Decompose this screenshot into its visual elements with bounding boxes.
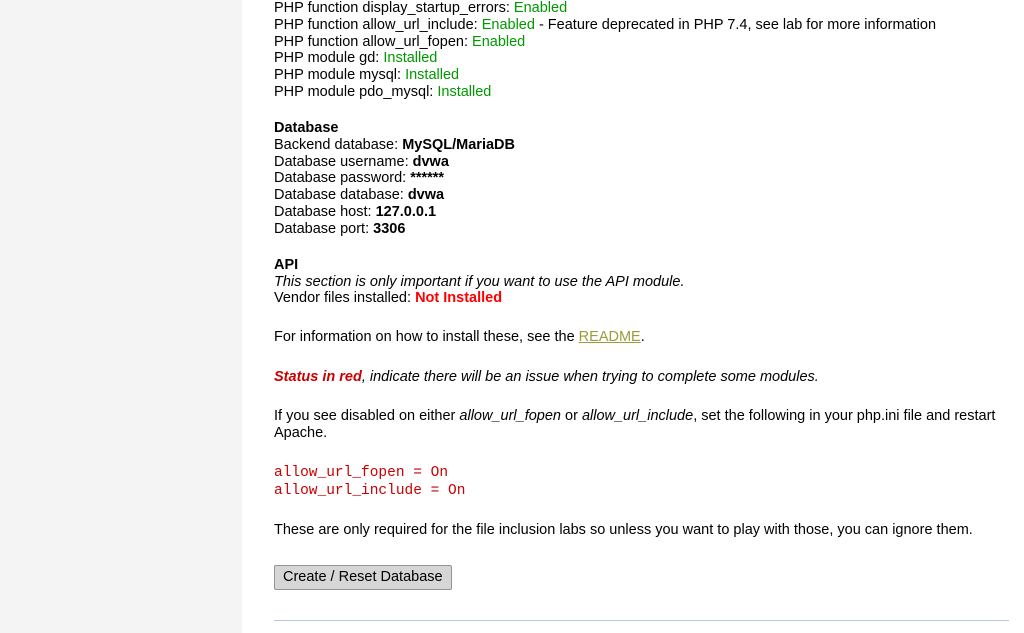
php-check-label: PHP module mysql: xyxy=(274,67,402,84)
database-value: ****** xyxy=(410,170,445,187)
create-reset-database-button[interactable]: Create / Reset Database xyxy=(274,565,452,590)
php-check-label: PHP module pdo_mysql: xyxy=(274,83,434,100)
final-note-paragraph: These are only required for the file inclusion labs so unless you want to play with those, you can ignore them. xyxy=(274,522,973,539)
readme-text-before: For information on how to install these, see the xyxy=(274,329,579,346)
list-item xyxy=(274,34,1008,51)
list-item xyxy=(274,221,1008,238)
database-value: dvwa xyxy=(412,153,449,170)
php-check-label: PHP function allow_url_fopen: xyxy=(274,33,468,50)
allow-url-include-emphasis: allow_url_include xyxy=(581,408,694,425)
list-item xyxy=(274,50,1008,67)
disabled-note-part3: , set the following in your php.ini file and restart Apache. xyxy=(274,408,996,442)
list-item xyxy=(274,154,1008,171)
database-value: dvwa xyxy=(407,187,445,204)
database-section-heading: Database xyxy=(274,119,339,136)
database-label: Database host: xyxy=(274,203,372,220)
status-red-note xyxy=(274,368,1008,386)
spacer xyxy=(274,307,1008,329)
readme-text-after: . xyxy=(640,329,645,346)
disabled-note-paragraph xyxy=(274,408,1008,442)
php-check-value: Installed xyxy=(383,50,438,67)
php-check-value: Installed xyxy=(437,83,492,100)
php-check-note: - Feature deprecated in PHP 7.4, see lab for more information xyxy=(534,16,937,33)
api-vendor-row xyxy=(274,290,1008,307)
spacer xyxy=(274,346,1008,368)
database-value: MySQL/MariaDB xyxy=(402,136,515,153)
status-badge: Not Installed xyxy=(415,290,503,307)
php-check-value: Enabled xyxy=(481,16,535,33)
php-check-value: Enabled xyxy=(472,33,526,50)
list-item xyxy=(274,67,1008,84)
status-red-rest: , indicate there will be an issue when trying to complete some modules. xyxy=(361,369,819,386)
php-check-label: PHP module gd: xyxy=(274,50,380,67)
list-item xyxy=(274,0,1008,17)
spacer xyxy=(274,442,1008,464)
list-item xyxy=(274,137,1008,154)
database-value: 3306 xyxy=(373,220,406,237)
spacer xyxy=(274,101,1008,119)
api-subtitle: This section is only important if you want to use the API module. xyxy=(274,273,685,290)
database-label: Database password: xyxy=(274,170,407,187)
php-check-label: PHP function allow_url_include: xyxy=(274,16,478,33)
database-info-list xyxy=(274,137,1008,238)
readme-link[interactable]: README xyxy=(578,329,641,346)
php-check-value: Installed xyxy=(405,67,460,84)
database-label: Database database: xyxy=(274,187,404,204)
php-check-label: PHP function display_startup_errors: xyxy=(274,0,510,16)
spacer xyxy=(274,238,1008,256)
database-label: Database port: xyxy=(274,220,370,237)
disabled-note-part2: or xyxy=(560,408,582,425)
list-item xyxy=(274,204,1008,221)
main-content-pane xyxy=(242,0,1024,633)
api-section-heading: API xyxy=(274,256,299,273)
disabled-note-part1: If you see disabled on either xyxy=(274,408,460,425)
readme-paragraph xyxy=(274,329,1008,346)
php-ini-code-block xyxy=(274,464,1008,500)
database-value: 127.0.0.1 xyxy=(375,203,437,220)
list-item xyxy=(274,187,1008,204)
database-label: Backend database: xyxy=(274,136,399,153)
code-line: allow_url_include = On xyxy=(274,483,466,500)
button-row xyxy=(274,565,1008,590)
api-vendor-label: Vendor files installed: xyxy=(274,290,412,307)
allow-url-fopen-emphasis: allow_url_fopen xyxy=(459,408,561,425)
database-label: Database username: xyxy=(274,153,409,170)
spacer xyxy=(274,500,1008,522)
code-line: allow_url_fopen = On xyxy=(274,465,449,482)
php-check-value: Enabled xyxy=(513,0,568,16)
status-red-lead: Status in red xyxy=(274,369,362,386)
setup-check-content xyxy=(258,0,1008,621)
list-item xyxy=(274,170,1008,187)
php-checks-list xyxy=(274,0,1008,101)
list-item xyxy=(274,17,1008,34)
spacer xyxy=(274,386,1008,408)
list-item xyxy=(274,84,1008,101)
section-divider xyxy=(274,620,1009,621)
